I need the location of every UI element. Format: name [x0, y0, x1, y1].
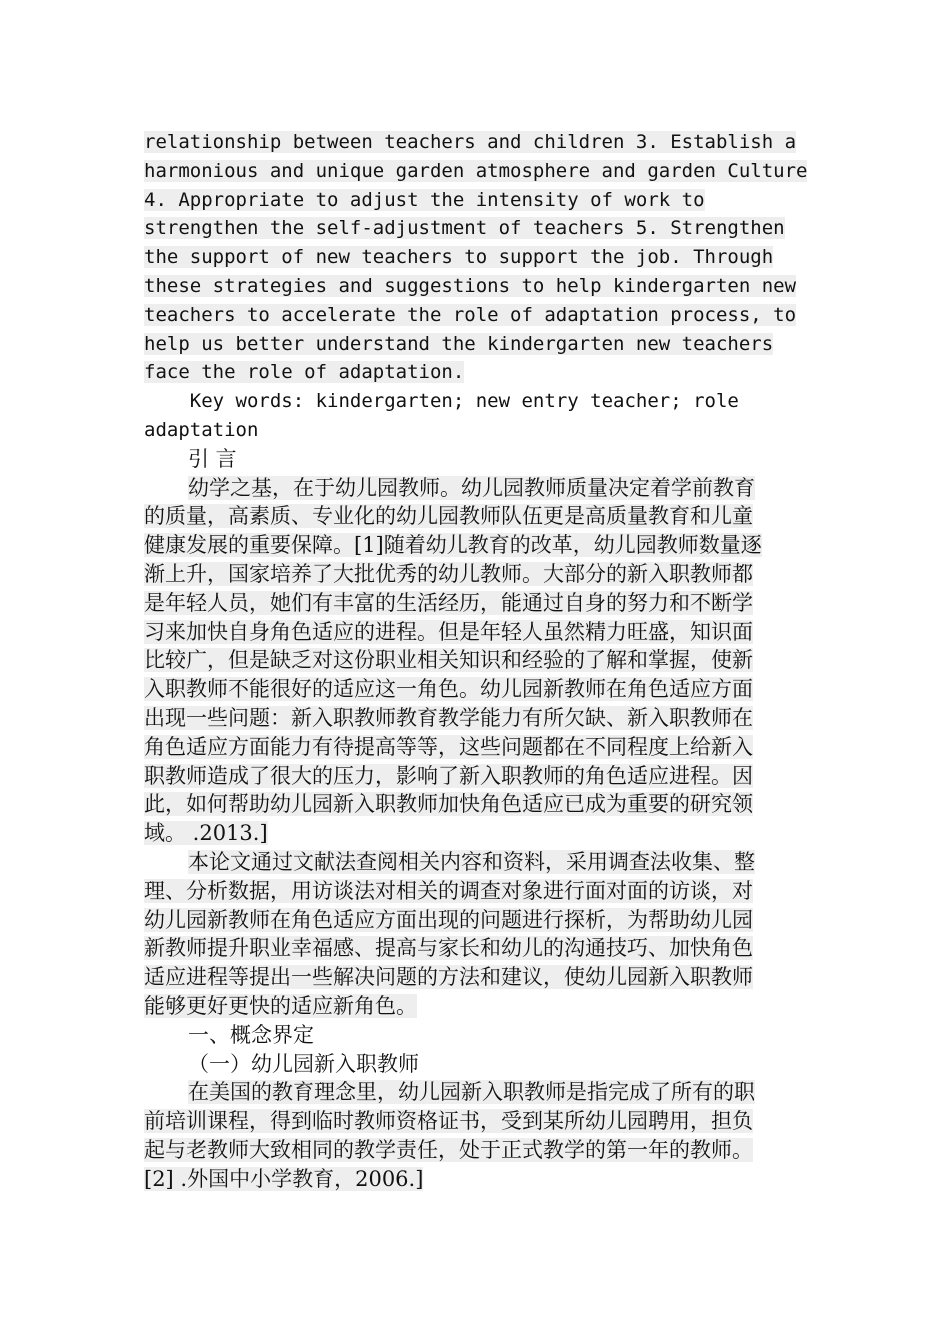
paragraph-line: 此，如何帮助幼儿园新入职教师加快角色适应已成为重要的研究领 [144, 792, 753, 817]
abstract-line: strengthen the self-adjustment of teachers 5. Strengthen [144, 217, 785, 240]
paragraph-line: 幼学之基，在于幼儿园教师。幼儿园教师质量决定着学前教育 [188, 475, 755, 500]
paragraph-line: 出现一些问题：新入职教师教育教学能力有所欠缺、新入职教师在 [144, 705, 753, 730]
paragraph-line: 新教师提升职业幸福感、提高与家长和幼儿的沟通技巧、加快角色 [144, 936, 753, 961]
abstract-line: teachers to accelerate the role of adaptation process, to [144, 303, 797, 326]
abstract-line: 4. Appropriate to adjust the intensity of work to [144, 188, 705, 211]
keywords-line: adaptation [144, 418, 259, 441]
abstract-line: help us better understand the kindergarten new teachers [144, 332, 774, 355]
subsection-heading: （一）幼儿园新入职教师 [188, 1051, 419, 1076]
paragraph-line: 幼儿园新教师在角色适应方面出现的问题进行探析，为帮助幼儿园 [144, 907, 753, 932]
paragraph-line: 适应进程等提出一些解决问题的方法和建议，使幼儿园新入职教师 [144, 965, 753, 990]
paragraph-line: 理、分析数据，用访谈法对相关的调查对象进行面对面的访谈，对 [144, 878, 753, 903]
paragraph-line: [2] .外国中小学教育，2006.] [144, 1166, 424, 1191]
abstract-line: face the role of adaptation. [144, 361, 465, 384]
abstract-line: these strategies and suggestions to help kindergarten new [144, 274, 797, 297]
paragraph-line: 能够更好更快的适应新角色。 [144, 993, 417, 1018]
section-heading: 一、概念界定 [188, 1022, 314, 1047]
paragraph-line: 本论文通过文献法查阅相关内容和资料，采用调查法收集、整 [188, 849, 755, 874]
abstract-line: the support of new teachers to support the job. Through [144, 246, 774, 269]
paragraph-line: 职教师造成了很大的压力，影响了新入职教师的角色适应进程。因 [144, 763, 753, 788]
paragraph-line: 入职教师不能很好的适应这一角色。幼儿园新教师在角色适应方面 [144, 677, 753, 702]
method-paragraph [144, 848, 824, 1021]
paragraph-line: 是年轻人员，她们有丰富的生活经历，能通过自身的努力和不断学 [144, 590, 753, 615]
paragraph-line: 前培训课程，得到临时教师资格证书，受到某所幼儿园聘用，担负 [144, 1109, 753, 1134]
paragraph-line: 的质量，高素质、专业化的幼儿园教师队伍更是高质量教育和儿童 [144, 504, 753, 529]
definition-paragraph [144, 1078, 824, 1193]
paragraph-line: 在美国的教育理念里，幼儿园新入职教师是指完成了所有的职 [188, 1080, 755, 1105]
keywords-line: Key words: kindergarten; new entry teacher; role [144, 390, 739, 413]
document-page [144, 128, 824, 1193]
abstract-line: harmonious and unique garden atmosphere and garden Culture [144, 159, 808, 182]
paragraph-line: 比较广，但是缺乏对这份职业相关知识和经验的了解和掌握，使新 [144, 648, 753, 673]
intro-heading: 引 言 [188, 446, 237, 471]
paragraph-line: 域。 .2013.] [144, 821, 268, 846]
abstract-line: relationship between teachers and children 3. Establish a [144, 131, 797, 153]
paragraph-line: 健康发展的重要保障。[1]随着幼儿教育的改革，幼儿园教师数量逐 [144, 533, 762, 558]
english-abstract [144, 128, 824, 445]
paragraph-line: 角色适应方面能力有待提高等等，这些问题都在不同程度上给新入 [144, 734, 753, 759]
paragraph-line: 习来加快自身角色适应的进程。但是年轻人虽然精力旺盛，知识面 [144, 619, 753, 644]
paragraph-line: 起与老教师大致相同的教学责任，处于正式教学的第一年的教师。 [144, 1137, 753, 1162]
intro-paragraph [144, 474, 824, 848]
paragraph-line: 渐上升，国家培养了大批优秀的幼儿教师。大部分的新入职教师都 [144, 561, 753, 586]
